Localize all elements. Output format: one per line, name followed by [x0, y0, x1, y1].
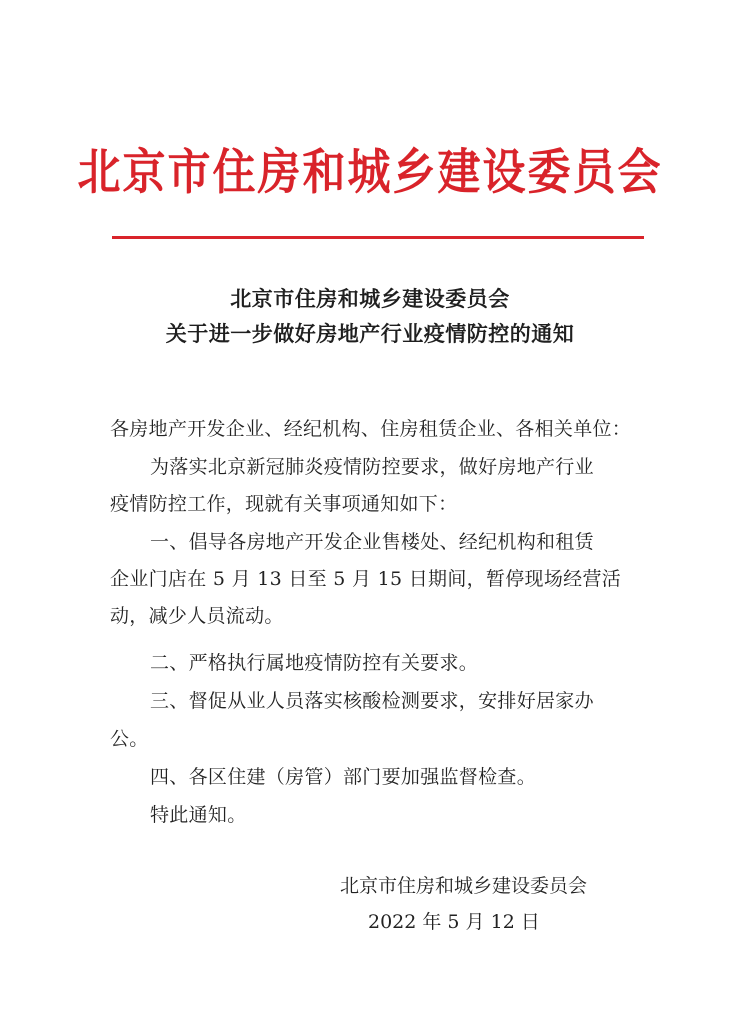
- notice-title-subject: 关于进一步做好房地产行业疫情防控的通知: [165, 322, 575, 346]
- item-1-line-2: 企业门店在 5 月 13 日至 5 月 15 日期间，暂停现场经营活: [110, 568, 622, 590]
- intro-line-1: 为落实北京新冠肺炎疫情防控要求，做好房地产行业: [150, 456, 594, 478]
- signature-organization: 北京市住房和城乡建设委员会: [340, 875, 588, 897]
- letterhead-red-rule: [112, 236, 644, 239]
- item-3-line-2: 公。: [110, 728, 149, 750]
- item-4: 四、各区住建（房管）部门要加强监督检查。: [150, 766, 537, 788]
- item-3-line-1: 三、督促从业人员落实核酸检测要求，安排好居家办: [150, 690, 594, 712]
- notice-title-issuer: 北京市住房和城乡建设委员会: [230, 287, 510, 311]
- signature-date: 2022 年 5 月 12 日: [368, 911, 540, 933]
- letterhead-title: 北京市住房和城乡建设委员会: [77, 144, 663, 201]
- item-1-line-1: 一、倡导各房地产开发企业售楼处、经纪机构和租赁: [150, 531, 594, 553]
- item-2: 二、严格执行属地疫情防控有关要求。: [150, 652, 479, 674]
- closing-text: 特此通知。: [150, 804, 247, 826]
- item-1-line-3: 动，减少人员流动。: [110, 605, 284, 627]
- intro-line-2: 疫情防控工作，现就有关事项通知如下：: [110, 493, 458, 515]
- salutation: 各房地产开发企业、经纪机构、住房租赁企业、各相关单位：: [110, 418, 632, 440]
